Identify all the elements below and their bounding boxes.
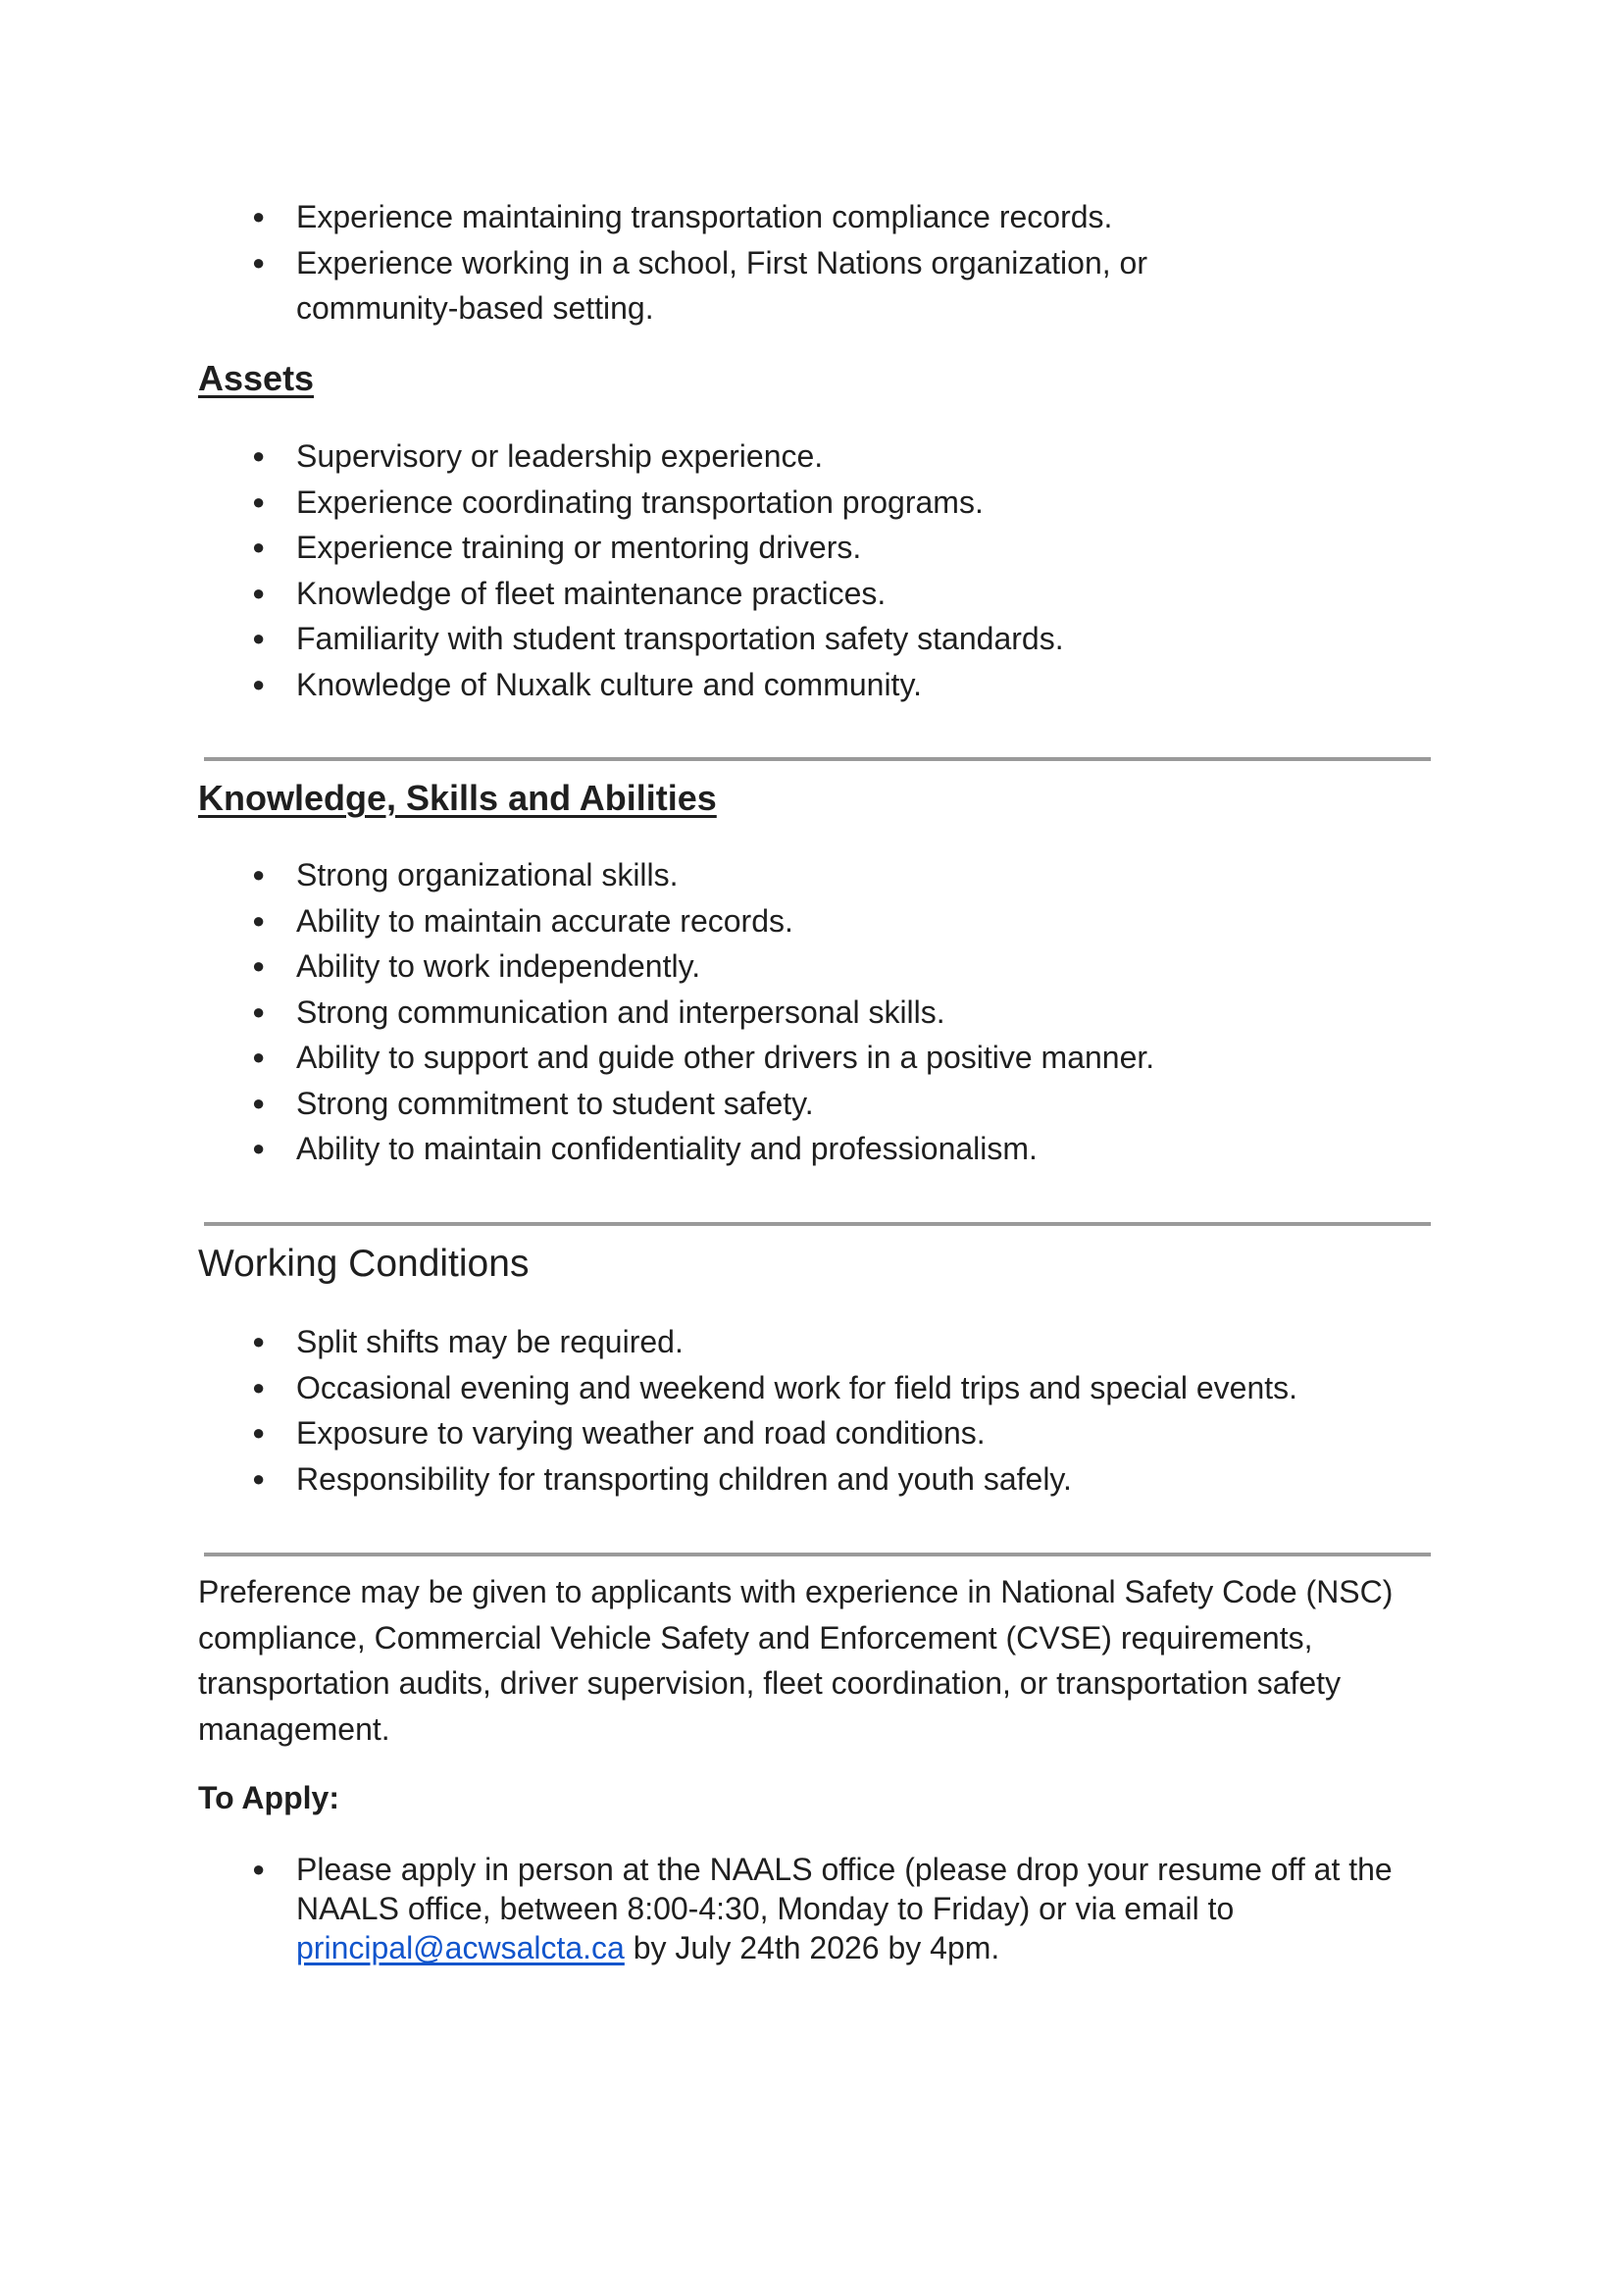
bullet-icon: ● bbox=[252, 249, 266, 275]
list-item-text: Ability to support and guide other drivers in a positive manner. bbox=[296, 1040, 1155, 1075]
bullet-icon: ● bbox=[252, 580, 266, 605]
bullet-icon: ● bbox=[252, 443, 266, 468]
bullet-icon: ● bbox=[252, 907, 266, 933]
section-divider bbox=[204, 1222, 1431, 1226]
list-item-text: Familiarity with student transportation safety standards. bbox=[296, 621, 1064, 656]
bullet-icon: ● bbox=[252, 1329, 266, 1353]
list-item-text: Experience maintaining transportation compliance records. bbox=[296, 199, 1113, 234]
list-item bbox=[198, 990, 1434, 1036]
apply-list-container bbox=[198, 1850, 1434, 1967]
ksa-list-container bbox=[198, 852, 1434, 1172]
apply-deadline-text: by July 24th 2026 by 4pm. bbox=[624, 1930, 1000, 1965]
list-item bbox=[198, 943, 1434, 990]
list-item-text: Responsibility for transporting children and youth safely. bbox=[296, 1460, 1072, 1497]
ksa-list bbox=[198, 852, 1434, 1172]
list-item-text: Ability to maintain accurate records. bbox=[296, 902, 793, 939]
list-item bbox=[198, 480, 1434, 526]
preference-paragraph: Preference may be given to applicants with experience in National Safety Code (NSC) compliance, Commercial Vehicle Safety and Enforcement (CVSE) requirements, transportation audits, driver supervision, fleet coordination, or transportation safety management. bbox=[198, 1574, 1394, 1747]
working-conditions-list-container bbox=[198, 1319, 1434, 1502]
bullet-icon: ● bbox=[252, 204, 266, 229]
bullet-icon: ● bbox=[252, 626, 266, 650]
bullet-icon: ● bbox=[252, 671, 266, 696]
bullet-icon: ● bbox=[252, 1465, 266, 1491]
list-item bbox=[198, 662, 1434, 708]
list-item-text: Occasional evening and weekend work for field trips and special events. bbox=[296, 1369, 1298, 1405]
section-divider bbox=[204, 757, 1431, 761]
prior-requirements-list-container bbox=[198, 194, 1434, 331]
working-conditions-list bbox=[198, 1319, 1434, 1502]
list-item bbox=[198, 525, 1434, 571]
list-item-text: Ability to work independently. bbox=[296, 948, 701, 984]
list-item bbox=[198, 1410, 1434, 1456]
ksa-heading: Knowledge, Skills and Abilities bbox=[198, 778, 717, 818]
bullet-icon: ● bbox=[252, 1420, 266, 1445]
list-item-text: Ability to maintain confidentiality and professionalism. bbox=[296, 1131, 1038, 1166]
list-item-text: Experience working in a school, First Nations organization, or community-based setting. bbox=[296, 244, 1147, 326]
bullet-icon: ● bbox=[252, 862, 266, 887]
list-item bbox=[198, 1035, 1434, 1081]
section-divider bbox=[204, 1553, 1431, 1556]
bullet-icon: ● bbox=[252, 1136, 266, 1160]
list-item bbox=[198, 616, 1434, 662]
list-item-text: Exposure to varying weather and road conditions. bbox=[296, 1415, 986, 1451]
list-item-text: Knowledge of Nuxalk culture and community. bbox=[296, 666, 922, 702]
bullet-icon: ● bbox=[252, 998, 266, 1024]
bullet-icon: ● bbox=[252, 1045, 266, 1069]
list-item bbox=[198, 1365, 1434, 1411]
apply-list bbox=[198, 1850, 1434, 1967]
list-item bbox=[198, 1081, 1434, 1127]
email-link[interactable]: principal@acwsalcta.ca bbox=[296, 1930, 625, 1965]
bullet-icon: ● bbox=[252, 1857, 266, 1881]
list-item-text: Experience training or mentoring drivers. bbox=[296, 530, 862, 565]
bullet-icon: ● bbox=[252, 1090, 266, 1115]
assets-list bbox=[198, 433, 1434, 707]
list-item-text: Experience coordinating transportation programs. bbox=[296, 484, 984, 520]
list-item bbox=[198, 898, 1434, 944]
apply-instructions-text: Please apply in person at the NAALS office (please drop your resume off at the NAALS office, between 8:00-4:30, Monday to Friday) or via email to bbox=[296, 1852, 1393, 1926]
list-item bbox=[198, 240, 1316, 331]
bullet-icon: ● bbox=[252, 1374, 266, 1400]
list-item bbox=[198, 571, 1434, 617]
list-item bbox=[198, 852, 1434, 898]
bullet-icon: ● bbox=[252, 535, 266, 559]
list-item bbox=[198, 433, 1434, 480]
list-item bbox=[198, 194, 1434, 240]
list-item bbox=[198, 1850, 1414, 1967]
list-item bbox=[198, 1319, 1434, 1365]
bullet-icon: ● bbox=[252, 488, 266, 514]
list-item bbox=[198, 1456, 1434, 1503]
list-item-text: Strong organizational skills. bbox=[296, 857, 679, 892]
list-item-text: Strong communication and interpersonal skills. bbox=[296, 994, 945, 1030]
list-item-text: Supervisory or leadership experience. bbox=[296, 438, 824, 474]
working-conditions-heading: Working Conditions bbox=[198, 1243, 530, 1285]
list-item-text: Knowledge of fleet maintenance practices. bbox=[296, 575, 887, 611]
to-apply-heading: To Apply: bbox=[198, 1780, 339, 1815]
bullet-icon: ● bbox=[252, 953, 266, 978]
prior-requirements-list bbox=[198, 194, 1434, 331]
list-item-text: Strong commitment to student safety. bbox=[296, 1085, 814, 1121]
assets-list-container bbox=[198, 433, 1434, 707]
list-item bbox=[198, 1126, 1434, 1172]
assets-heading: Assets bbox=[198, 358, 315, 398]
list-item-text: Split shifts may be required. bbox=[296, 1324, 684, 1359]
